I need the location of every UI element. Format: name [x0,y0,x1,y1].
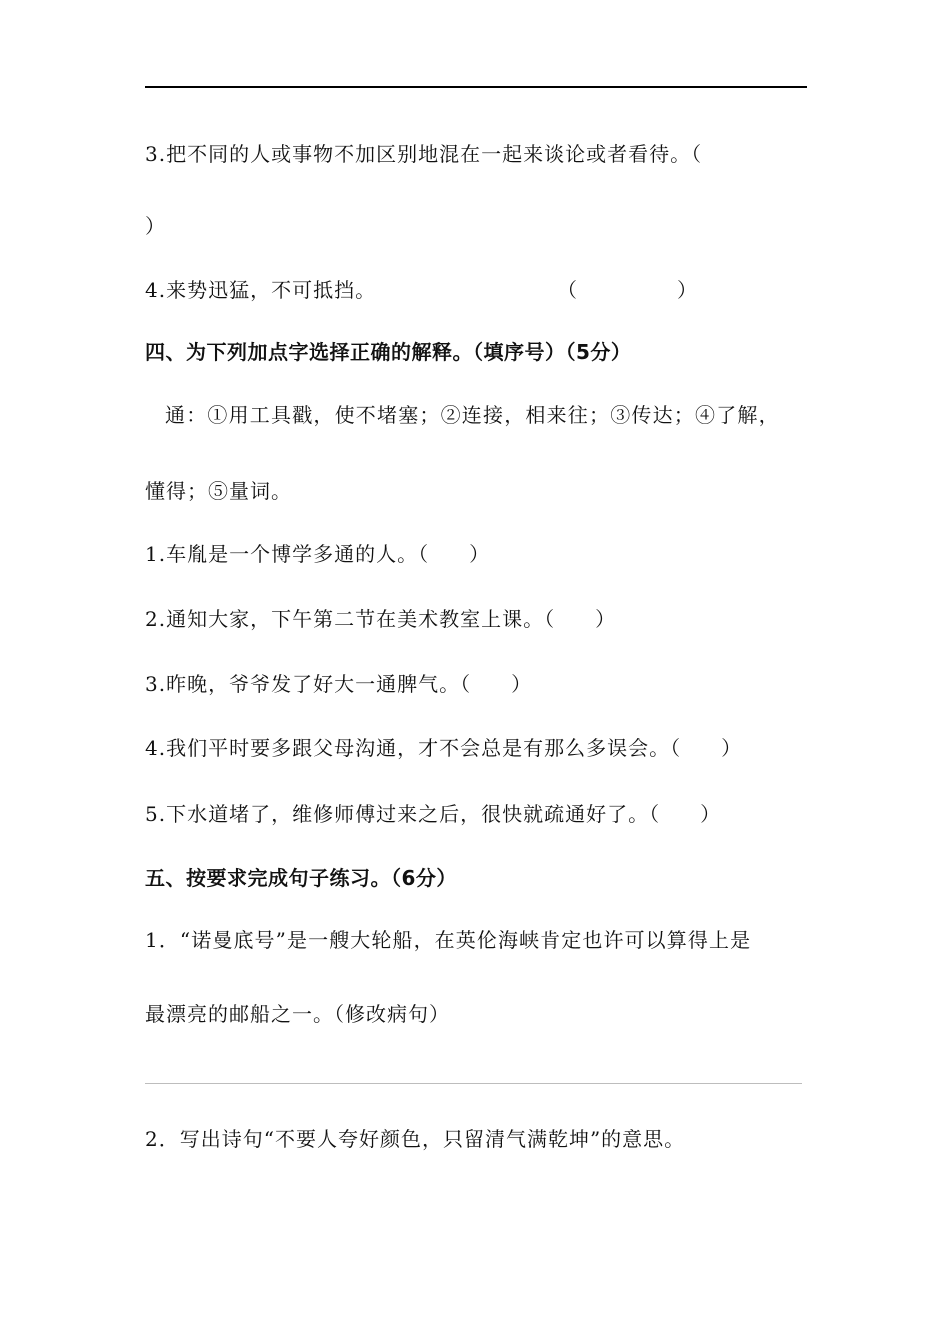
s4-item-3-text: 3.昨晚，爷爷发了好大一通脾气。（ [145,672,472,696]
s3-item-3 [145,140,702,168]
s3-item-3-answer-blank[interactable] [145,212,166,240]
s4-item-1-text: 1.车胤是一个博学多通的人。（ [145,542,430,566]
header-rule [145,86,807,88]
s4-item-3[interactable] [145,670,532,698]
s5-q1-answer-line[interactable] [145,1083,802,1084]
s4-item-4[interactable] [145,734,742,762]
s4-item-2-close-paren: ） [595,607,617,631]
s4-item-5[interactable] [145,800,721,828]
definitions-line-2: 懂得；⑤量词。 [145,479,292,503]
section-5-heading: 五、按要求完成句子练习。（6分） [145,866,457,890]
s4-item-4-close-paren: ） [721,736,743,760]
s4-item-5-close-paren: ） [700,802,722,826]
s4-item-5-text: 5.下水道堵了，维修师傅过来之后，很快就疏通好了。（ [145,802,661,826]
s3-item-3-text: 3.把不同的人或事物不加区别地混在一起来谈论或者看待。（ [145,142,703,166]
s3-item-4-answer-blank[interactable] [557,276,697,304]
s3-item-4-open-paren: （ [557,278,577,302]
s3-item-4 [145,276,376,304]
s4-item-2[interactable] [145,605,616,633]
s5-q1-line-2: 最漂亮的邮船之一。（修改病句） [145,1002,450,1026]
s5-q2-line-1: 2．写出诗句“不要人夸好颜色，只留清气满乾坤”的意思。 [145,1127,686,1151]
s3-item-4-text: 4.来势迅猛，不可抵挡。 [145,278,377,302]
section-4-heading: 四、为下列加点字选择正确的解释。（填序号）（5分） [145,340,632,364]
s3-item-3-close-paren: ） [145,214,166,238]
s4-item-1-close-paren: ） [469,542,491,566]
s3-item-4-close-paren: ） [677,278,697,302]
s4-item-1[interactable] [145,540,490,568]
definitions-line-1: 通：①用工具戳，使不堵塞；②连接，相来往；③传达；④了解， [165,403,780,427]
s5-q1-line-1: 1．“诺曼底号”是一艘大轮船，在英伦海峡肯定也许可以算得上是 [145,928,752,952]
s4-item-4-text: 4.我们平时要多跟父母沟通，才不会总是有那么多误会。（ [145,736,682,760]
s4-item-3-close-paren: ） [511,672,533,696]
s4-item-2-text: 2.通知大家，下午第二节在美术教室上课。（ [145,607,556,631]
